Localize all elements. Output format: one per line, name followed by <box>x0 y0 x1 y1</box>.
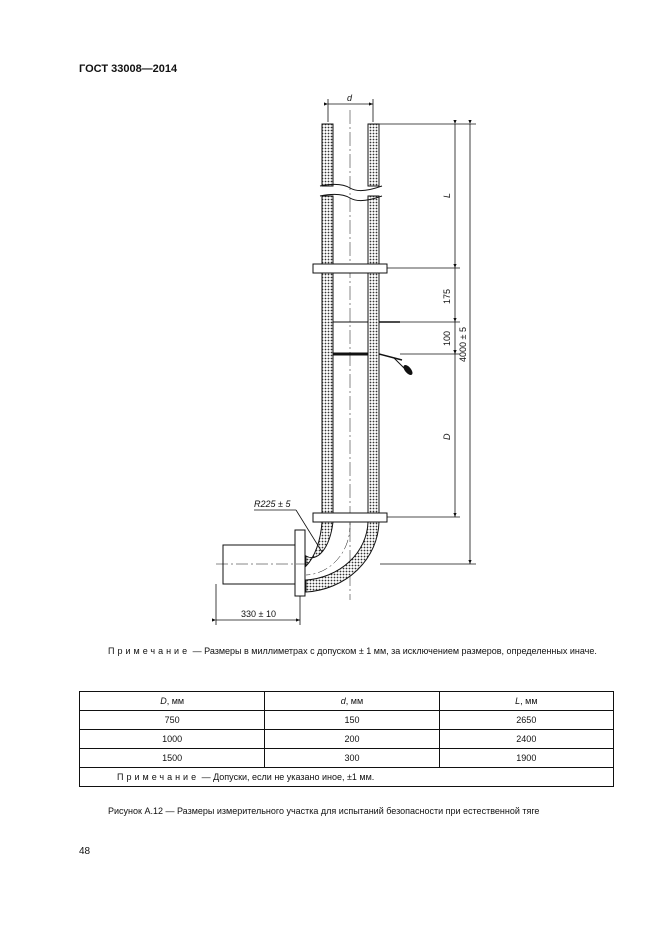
label-175: 175 <box>442 288 452 304</box>
label-4000: 4000 ± 5 <box>458 327 468 362</box>
dimensions-table <box>79 691 614 787</box>
label-L: L <box>442 192 452 198</box>
table-row: 750 150 2650 <box>80 711 614 730</box>
figure-note <box>79 645 619 658</box>
header-L: L, мм <box>439 692 613 711</box>
table-note-prefix: Примечание <box>117 772 200 782</box>
table-note-row <box>80 768 614 787</box>
label-radius: R225 ± 5 <box>254 499 291 509</box>
label-330: 330 ± 10 <box>241 609 276 619</box>
note-prefix: Примечание <box>108 646 191 656</box>
header-d: d, мм <box>265 692 439 711</box>
note-text: — Размеры в миллиметрах с допуском ± 1 мм, за исключением размеров, определенных иначе. <box>192 646 597 656</box>
label-D: D <box>442 433 452 440</box>
label-100: 100 <box>442 330 452 346</box>
figure-caption: Рисунок А.12 — Размеры измерительного участка для испытаний безопасности при естественной тяге <box>108 806 540 816</box>
table-header-row <box>80 692 614 711</box>
header-D: D, мм <box>80 692 265 711</box>
label-d: d <box>347 93 353 103</box>
table-row: 1000 200 2400 <box>80 730 614 749</box>
pipe-elbow <box>306 522 379 592</box>
document-header: ГОСТ 33008—2014 <box>79 63 178 75</box>
page-number: 48 <box>79 846 91 857</box>
lower-flange <box>313 513 387 522</box>
horizontal-outlet <box>216 530 306 596</box>
table-note-text: — Допуски, если не указано иное, ±1 мм. <box>201 772 375 782</box>
upper-flange <box>313 264 387 273</box>
table-row: 1500 300 1900 <box>80 749 614 768</box>
